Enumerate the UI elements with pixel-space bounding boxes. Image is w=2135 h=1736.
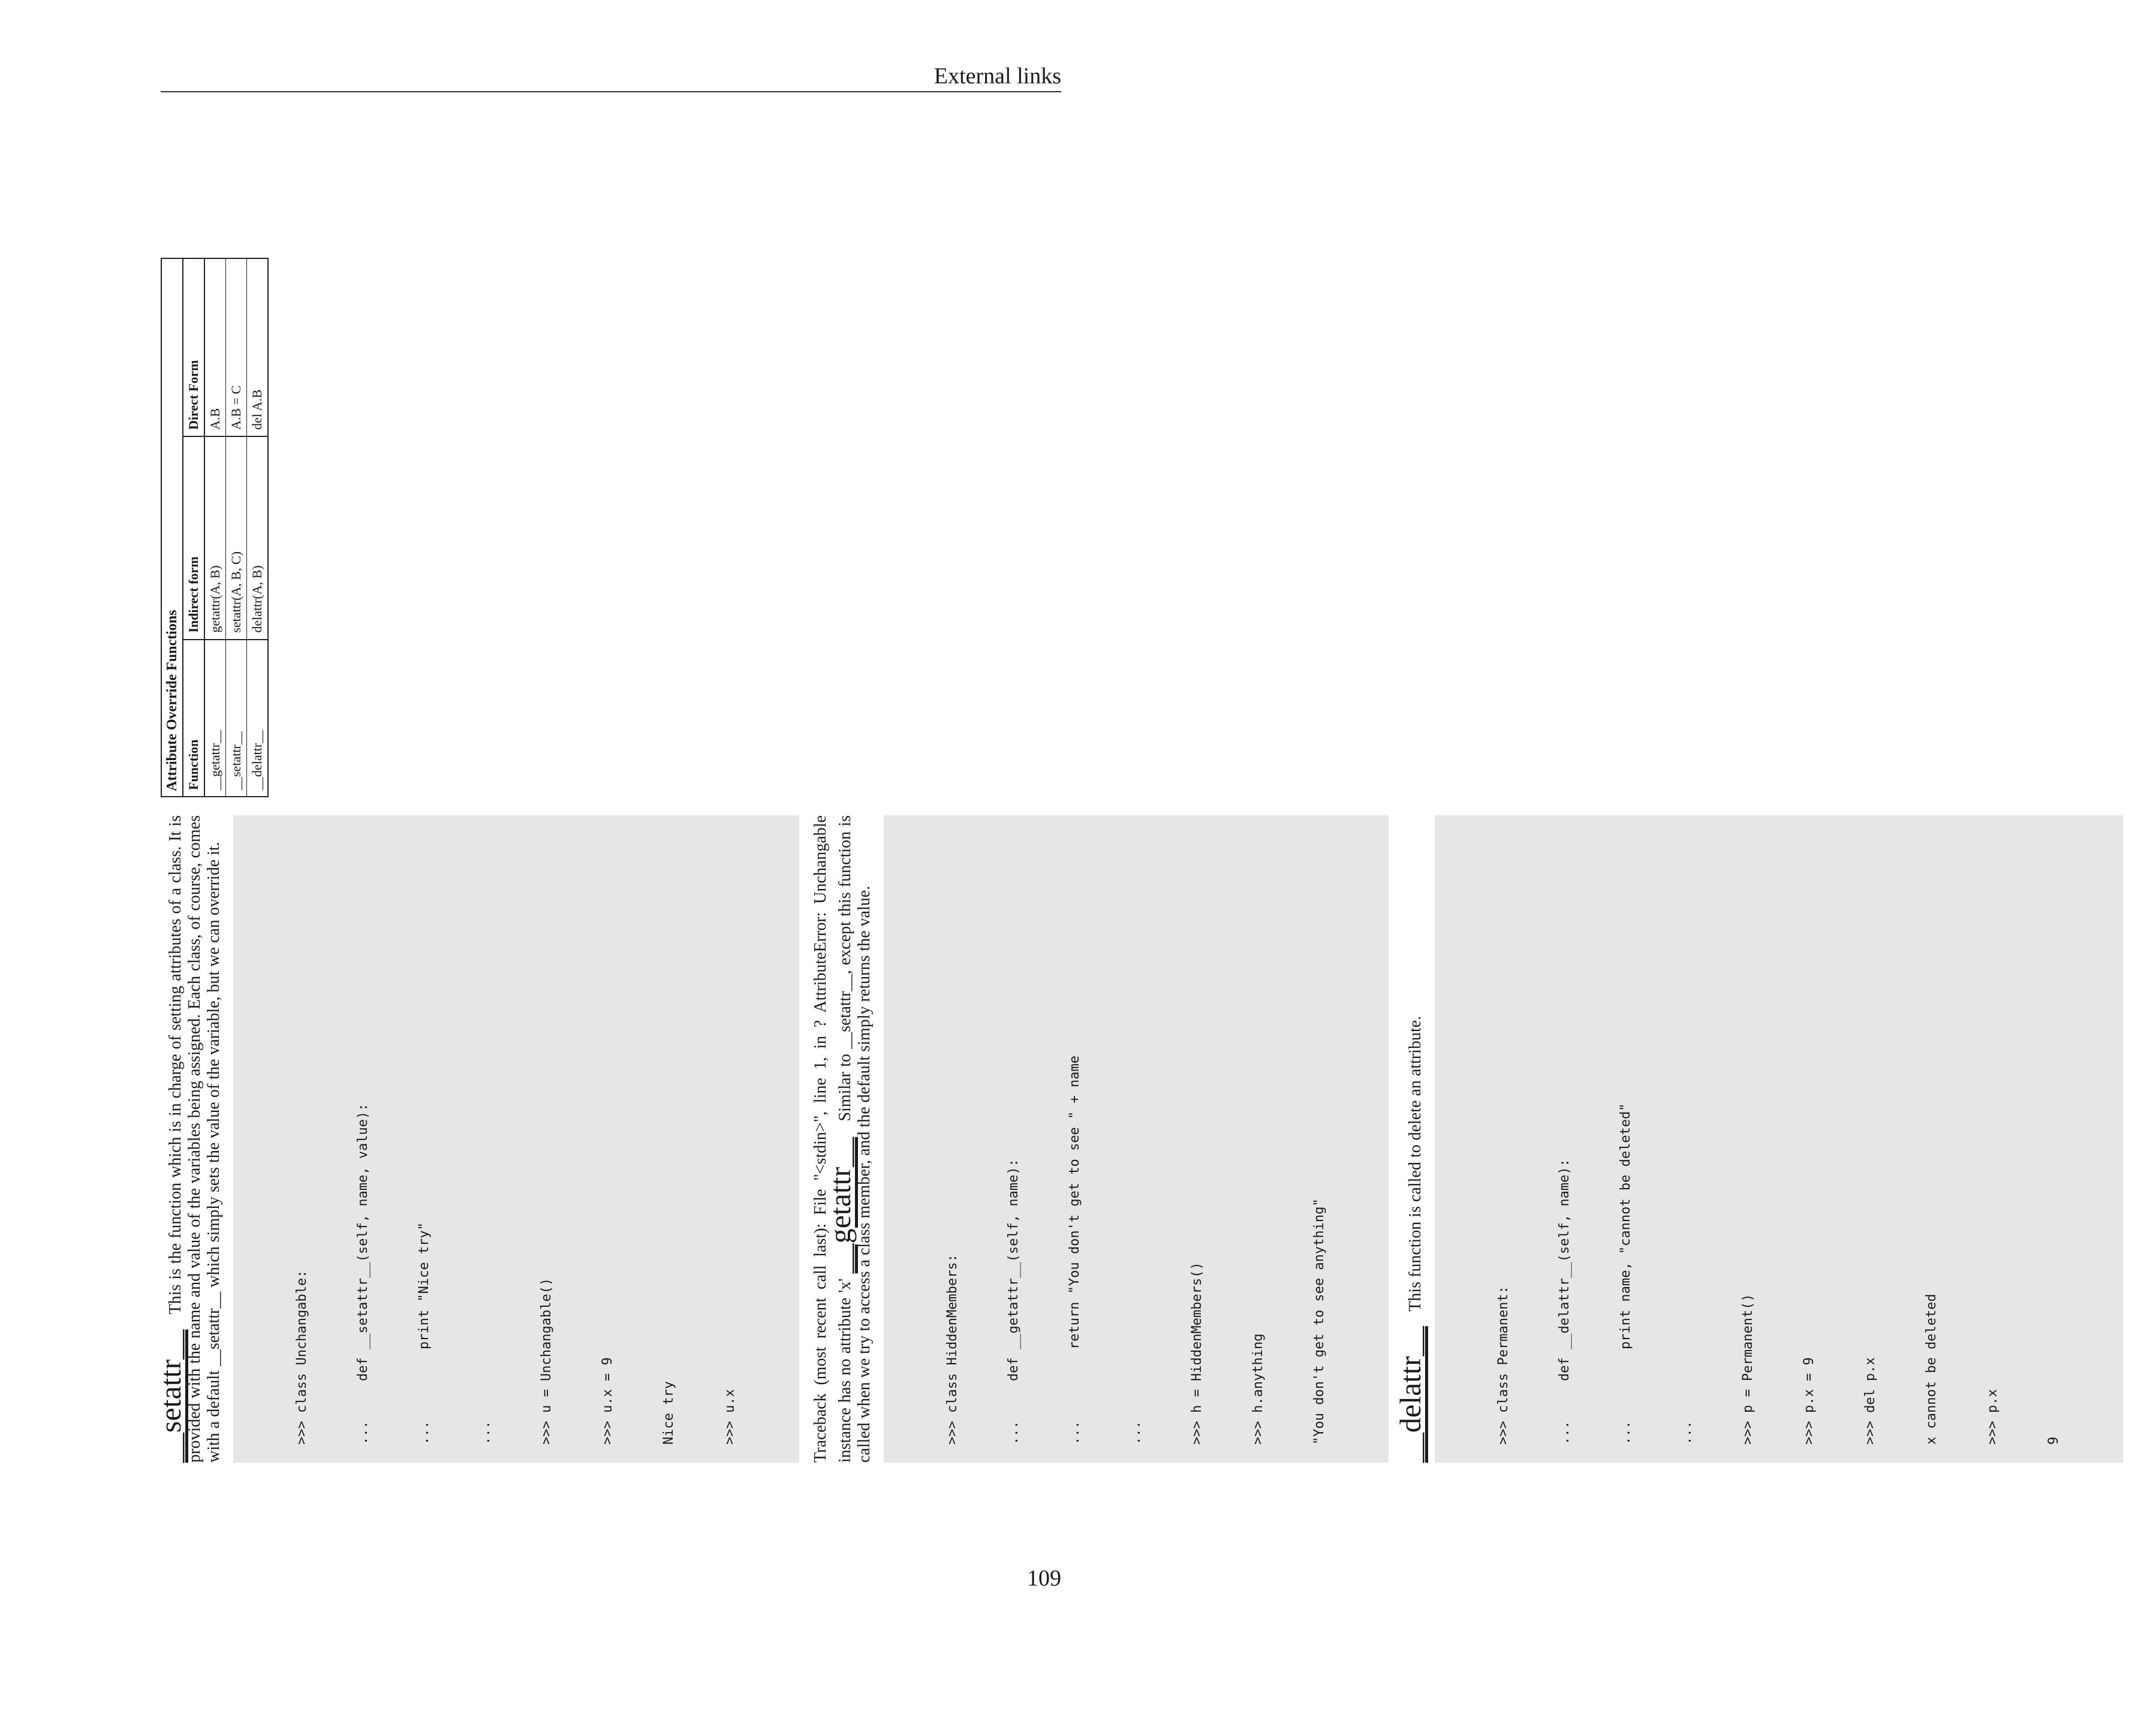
getattr-section xyxy=(811,815,874,1463)
code-line: >>> class Permanent: xyxy=(1496,1286,1511,1445)
table-cell: setattr(A, B, C) xyxy=(226,436,247,640)
table-cell: del A.B xyxy=(247,258,269,436)
running-head: External links xyxy=(934,64,1061,89)
code-line: ... def __setattr__(self, name, value): xyxy=(356,1103,371,1445)
code-line: >>> p.x = 9 xyxy=(1802,1357,1817,1445)
code-line: >>> u.x = 9 xyxy=(600,1357,615,1445)
code-line: >>> u.x xyxy=(722,1389,737,1445)
code-line: >>> class Unchangable: xyxy=(294,1270,309,1445)
code-line: ... print "Nice try" xyxy=(417,1222,432,1445)
code-line: >>> u = Unchangable() xyxy=(539,1277,554,1445)
main-column xyxy=(153,815,2135,1463)
table-cell: A.B = C xyxy=(226,258,247,436)
page-number: 109 xyxy=(1027,1566,1061,1591)
rotated-page-content xyxy=(153,228,2061,1463)
code-line: ... return "You don't get to see " + name xyxy=(1067,1055,1082,1445)
table-row xyxy=(226,258,247,797)
code-line: >>> p = Permanent() xyxy=(1740,1294,1755,1445)
table-row xyxy=(204,258,226,797)
table-column xyxy=(161,228,269,797)
table-cell: __getattr__ xyxy=(204,640,226,797)
code-line: ... def __getattr__(self, name): xyxy=(1006,1159,1021,1445)
code-line: x cannot be deleted xyxy=(1924,1294,1939,1445)
code-line: >>> class HiddenMembers: xyxy=(945,1254,960,1445)
column-header: Function xyxy=(183,640,204,797)
delattr-code-block xyxy=(1435,815,2123,1463)
getattr-code-block xyxy=(884,815,1389,1463)
table-cell: delattr(A, B) xyxy=(247,436,269,640)
code-line: ... xyxy=(1679,1421,1694,1445)
traceback-text: Traceback (most recent call last): File "<stdin>", line 1, in ? AttributeError: Unchangable instance has no attribute 'x' xyxy=(811,815,854,1463)
code-line: ... xyxy=(1128,1421,1143,1445)
table-cell: getattr(A, B) xyxy=(204,436,226,640)
code-line: ... xyxy=(478,1421,493,1445)
code-line: ... def __delattr__(self, name): xyxy=(1557,1159,1572,1445)
setattr-code-block xyxy=(233,815,799,1463)
delattr-heading: __delattr__ xyxy=(1393,1326,1427,1463)
column-header: Direct Form xyxy=(183,258,204,436)
code-line: 9 xyxy=(2046,1436,2061,1445)
table-cell: __delattr__ xyxy=(247,640,269,797)
table-row xyxy=(247,258,269,797)
table-cell: A.B xyxy=(204,258,226,436)
header-rule xyxy=(161,91,1061,92)
delattr-lead: This function is called to delete an attribute. xyxy=(1406,1015,1425,1312)
column-header: Indirect form xyxy=(183,436,204,640)
code-line: >>> h = HiddenMembers() xyxy=(1190,1262,1204,1445)
delattr-section xyxy=(1393,815,1427,1463)
setattr-lead: This is the function which is in charge of setting attributes of a class. It is provided with the name and value of the variables being assigned. Each class, of course, comes with a default __setattr__ which simply sets the value of the variable, but we can override it. xyxy=(166,815,223,1463)
code-line: >>> h.anything xyxy=(1251,1333,1266,1445)
code-line: "You don't get to see anything" xyxy=(1312,1198,1327,1445)
table-caption: Attribute Override Functions xyxy=(161,258,182,797)
getattr-heading: __getattr__ xyxy=(823,1137,857,1274)
setattr-heading: __setattr__ xyxy=(153,1329,187,1463)
getattr-lead: Similar to __setattr__, except this function is called when we try to access a class member, and the default simply returns the value. xyxy=(836,815,874,1463)
code-line: >>> p.x xyxy=(1985,1389,2000,1445)
code-line: Nice try xyxy=(661,1381,676,1445)
setattr-section xyxy=(153,815,224,1463)
attribute-override-table xyxy=(161,258,269,797)
code-line: ... print name, "cannot be deleted" xyxy=(1618,1103,1633,1445)
table-cell: __setattr__ xyxy=(226,640,247,797)
table-header-row xyxy=(183,258,204,797)
code-line: >>> del p.x xyxy=(1863,1357,1878,1445)
